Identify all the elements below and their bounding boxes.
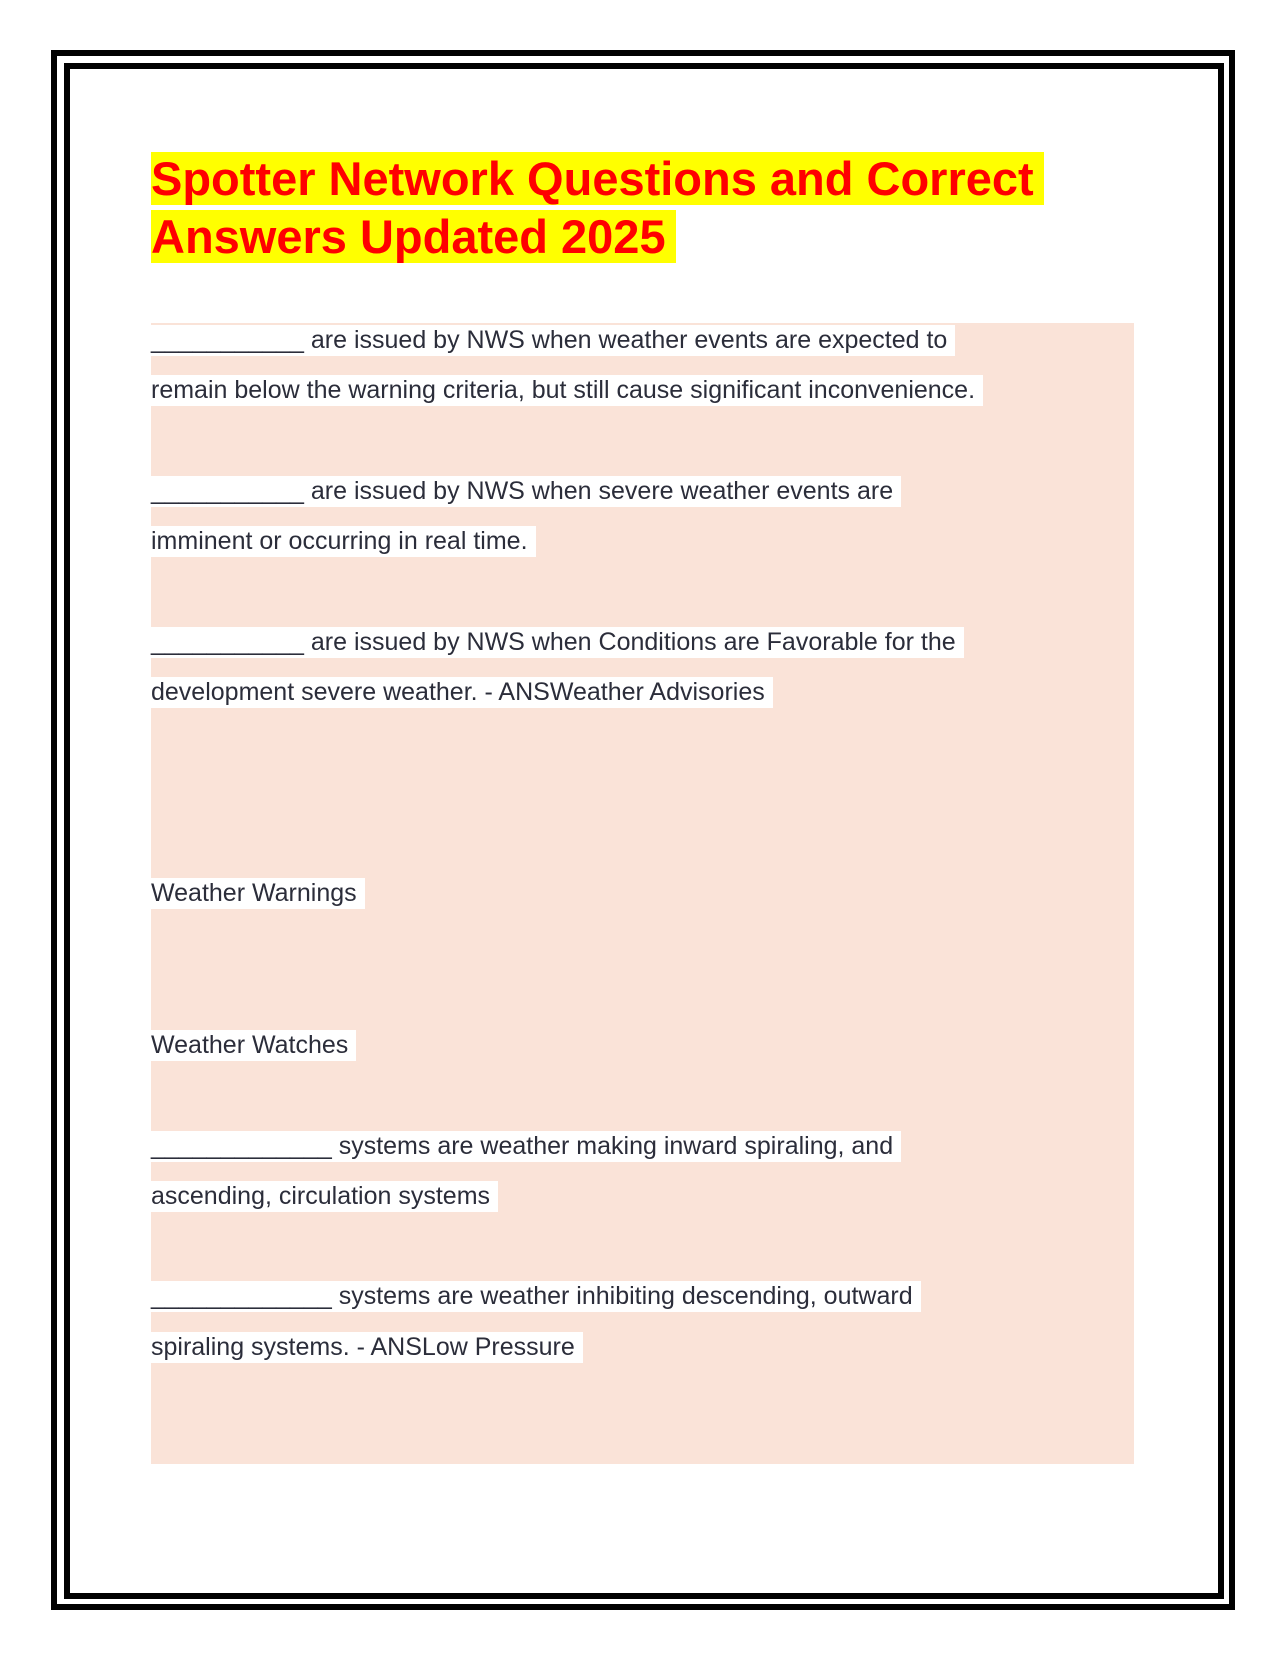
page-title xyxy=(151,150,1111,266)
question-1-line-1: ___________ are issued by NWS when weather events are expected to xyxy=(151,325,955,356)
question-2-line-1: ___________ are issued by NWS when severe weather events are xyxy=(151,476,901,507)
answer-weather-warnings: Weather Warnings xyxy=(151,878,365,909)
question-4-line-2: ascending, circulation systems xyxy=(151,1181,498,1212)
question-3-line-1: ___________ are issued by NWS when Conditions are Favorable for the xyxy=(151,627,964,658)
question-3-line-2: development severe weather. - ANSWeather Advisories xyxy=(151,677,773,708)
question-1-line-2: remain below the warning criteria, but still cause significant inconvenience. xyxy=(151,375,983,406)
title-line-2: Answers Updated 2025 xyxy=(151,210,676,263)
question-5-line-1: _____________ systems are weather inhibiting descending, outward xyxy=(151,1281,921,1312)
title-line-1: Spotter Network Questions and Correct xyxy=(151,152,1044,205)
answer-weather-watches: Weather Watches xyxy=(151,1030,356,1061)
question-2-line-2: imminent or occurring in real time. xyxy=(151,526,536,557)
question-5-line-2: spiraling systems. - ANSLow Pressure xyxy=(151,1332,583,1363)
question-4-line-1: _____________ systems are weather making inward spiraling, and xyxy=(151,1131,901,1162)
